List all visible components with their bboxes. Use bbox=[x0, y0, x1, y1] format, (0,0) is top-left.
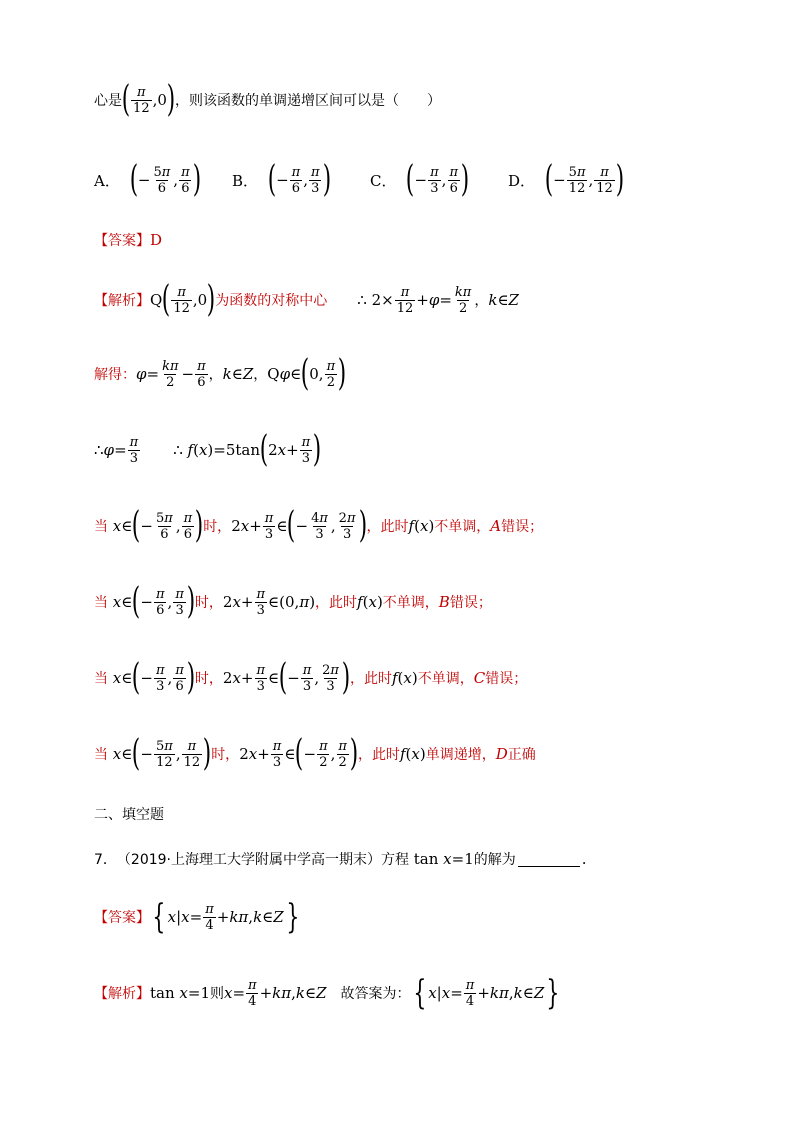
answer-value: D bbox=[150, 231, 163, 249]
option-a: A． ( − $\frac{5\pi}{6}$ , π 6 ) bbox=[94, 159, 201, 200]
answer-blank bbox=[518, 852, 580, 867]
answer-7: 【答案】 { x|x= $\frac{\pi}{4}$ +kπ,k∈Z } bbox=[94, 897, 300, 937]
analysis-6-line-2: 解得： φ= $\frac{k\pi}{2}$ − $\frac{\pi}{6}$ ， k∈Z ， Q φ∈ ( 0, π 2 ) bbox=[94, 353, 347, 394]
analysis-6-line-1: 【解析】 Q ( π 12 ,0 ) 为函数的对称中心 ∴ 2× $\frac{\pi}{12}$ +φ= $\frac{k\pi}{2}$ ， k∈Z bbox=[94, 279, 519, 320]
stem-suffix: ，则该函数的单调递增区间可以是（ ） bbox=[174, 93, 441, 109]
analysis-label: 【解析】 bbox=[94, 293, 150, 309]
option-c: C． ( − $\frac{\pi}{3}$ , π 6 ) bbox=[370, 159, 470, 200]
analysis-6-case-b: 当 x∈ ( − $\frac{\pi}{6}$ , π 3 ) 时， 2x+ $\frac{\pi}{3}$ ∈(0,π) ，此时 f(x) 不单调， B 错误； bbox=[94, 581, 492, 622]
analysis-6-case-d: 当 x∈ ( − $\frac{5\pi}{12}$ , π 12 ) 时， 2x+ $\frac{\pi}{3}$ ∈ ( − $\frac{\pi}{2}$ , π 2 ) ，此时 f(x) 单调递增， D 正确 bbox=[94, 733, 536, 774]
answer-6 bbox=[94, 230, 162, 250]
question-7-stem: 7． （2019·上海理工大学附属中学高一期末） 方程 tan x=1 的解为 . bbox=[94, 850, 587, 868]
section-heading: 二、填空题 bbox=[94, 807, 164, 823]
analysis-6-case-a: 当 x∈ ( − $\frac{5\pi}{6}$ , π 6 ) 时， 2x+ $\frac{\pi}{3}$ ∈ ( − $\frac{4\pi}{3}$ , 2π 3 ) ，此时 f(x) 不单调， A 错误； bbox=[94, 505, 544, 546]
option-d: D． ( − $\frac{5\pi}{12}$ , π 12 ) bbox=[508, 159, 625, 200]
analysis-6-case-c: 当 x∈ ( − $\frac{\pi}{3}$ , π 6 ) 时， 2x+ $\frac{\pi}{3}$ ∈ ( − $\frac{\pi}{3}$ , 2π 3 ) ，此时 f(x) 不单调， C 错误； bbox=[94, 657, 528, 698]
analysis-7: 【解析】 tan x=1 则 x= $\frac{\pi}{4}$ +kπ,k∈Z 故答案为： { x|x= $\frac{\pi}{4}$ +kπ,k∈Z } bbox=[94, 973, 560, 1013]
answer-label: 【答案】 bbox=[94, 233, 150, 249]
analysis-6-line-3: ∴ φ= $\frac{\pi}{3}$ ∴ f(x)=5tan ( 2x+ $\frac{\pi}{3}$ ) bbox=[94, 429, 322, 470]
option-b: B． ( − $\frac{\pi}{6}$ , π 3 ) bbox=[232, 159, 331, 200]
stem-prefix: 心是 bbox=[94, 93, 122, 109]
question-6-stem: 心是 ( π 12 ,0 ) ，则该函数的单调递增区间可以是（ ） bbox=[94, 79, 441, 120]
